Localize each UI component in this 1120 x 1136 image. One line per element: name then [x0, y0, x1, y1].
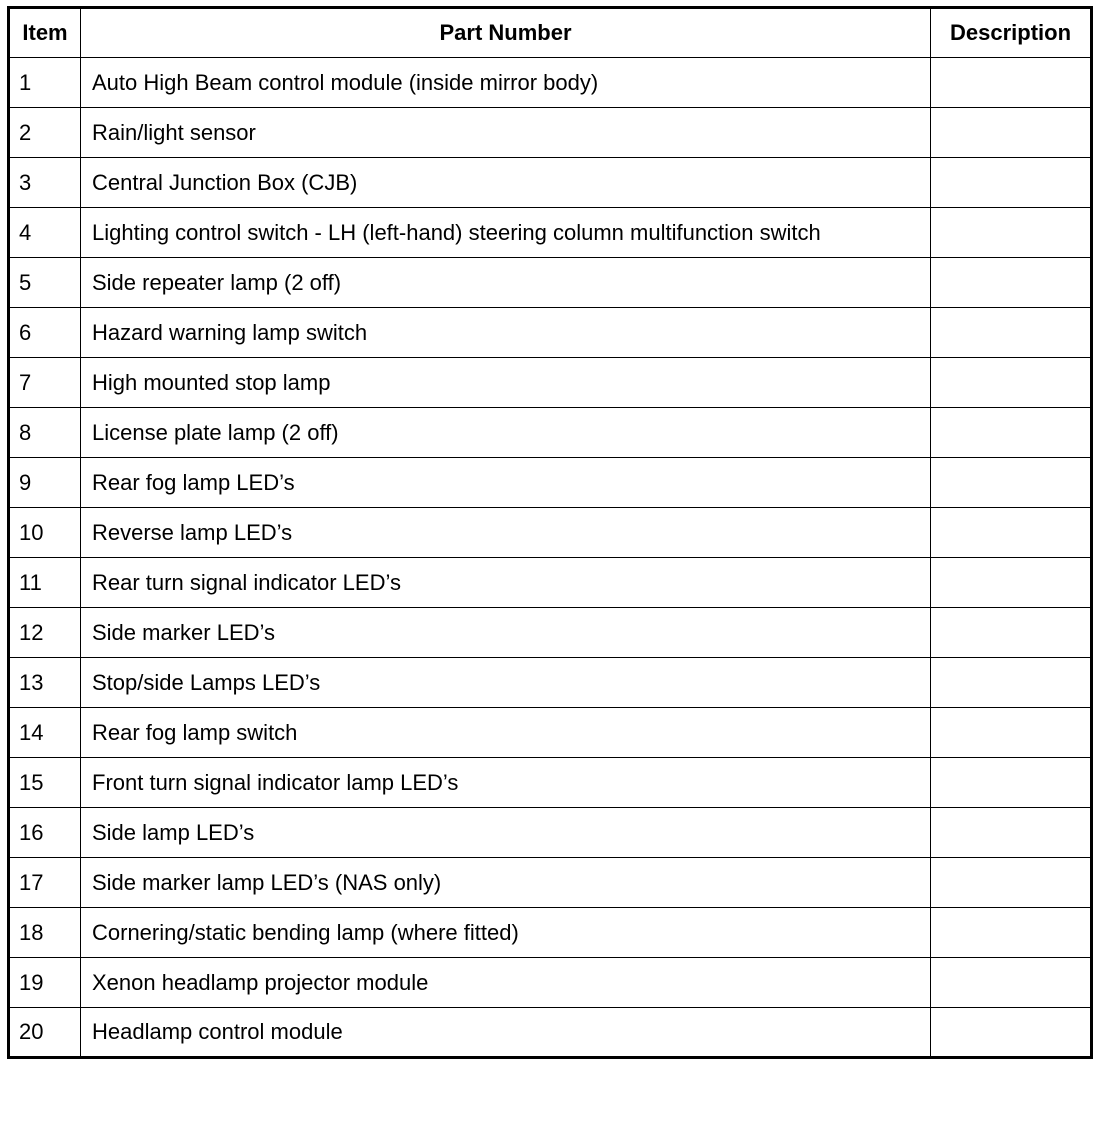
- part-number-cell: License plate lamp (2 off): [81, 408, 931, 458]
- part-number-cell: Side marker LED’s: [81, 608, 931, 658]
- description-cell: [931, 58, 1092, 108]
- part-number-cell: Lighting control switch - LH (left-hand) steering column multifunction switch: [81, 208, 931, 258]
- description-cell: [931, 808, 1092, 858]
- table-row: [9, 808, 1092, 858]
- item-cell: 2: [9, 108, 81, 158]
- table-row: [9, 1008, 1092, 1058]
- part-number-cell: Reverse lamp LED’s: [81, 508, 931, 558]
- part-number-cell: Front turn signal indicator lamp LED’s: [81, 758, 931, 808]
- parts-table: [7, 6, 1093, 1059]
- table-row: [9, 208, 1092, 258]
- item-cell: 4: [9, 208, 81, 258]
- description-cell: [931, 608, 1092, 658]
- table-row: [9, 708, 1092, 758]
- description-cell: [931, 858, 1092, 908]
- table-row: [9, 658, 1092, 708]
- description-cell: [931, 658, 1092, 708]
- description-cell: [931, 108, 1092, 158]
- description-cell: [931, 708, 1092, 758]
- item-cell: 3: [9, 158, 81, 208]
- description-cell: [931, 458, 1092, 508]
- part-number-cell: Headlamp control module: [81, 1008, 931, 1058]
- item-cell: 9: [9, 458, 81, 508]
- description-cell: [931, 258, 1092, 308]
- table-row: [9, 458, 1092, 508]
- part-number-cell: Side repeater lamp (2 off): [81, 258, 931, 308]
- item-cell: 7: [9, 358, 81, 408]
- description-cell: [931, 908, 1092, 958]
- item-cell: 14: [9, 708, 81, 758]
- table-row: [9, 608, 1092, 658]
- item-cell: 20: [9, 1008, 81, 1058]
- item-cell: 15: [9, 758, 81, 808]
- item-cell: 18: [9, 908, 81, 958]
- table-row: [9, 908, 1092, 958]
- item-cell: 12: [9, 608, 81, 658]
- table-row: [9, 58, 1092, 108]
- item-cell: 10: [9, 508, 81, 558]
- description-cell: [931, 958, 1092, 1008]
- part-number-cell: High mounted stop lamp: [81, 358, 931, 408]
- item-cell: 1: [9, 58, 81, 108]
- item-cell: 5: [9, 258, 81, 308]
- part-number-cell: Side marker lamp LED’s (NAS only): [81, 858, 931, 908]
- item-cell: 19: [9, 958, 81, 1008]
- header-part-number: Part Number: [81, 8, 931, 58]
- table-row: [9, 258, 1092, 308]
- item-cell: 6: [9, 308, 81, 358]
- item-cell: 17: [9, 858, 81, 908]
- description-cell: [931, 308, 1092, 358]
- part-number-cell: Hazard warning lamp switch: [81, 308, 931, 358]
- description-cell: [931, 508, 1092, 558]
- table-row: [9, 958, 1092, 1008]
- description-cell: [931, 408, 1092, 458]
- table-body: [9, 58, 1092, 1058]
- description-cell: [931, 358, 1092, 408]
- header-item: Item: [9, 8, 81, 58]
- table-row: [9, 358, 1092, 408]
- item-cell: 11: [9, 558, 81, 608]
- table-row: [9, 758, 1092, 808]
- description-cell: [931, 558, 1092, 608]
- part-number-cell: Rear turn signal indicator LED’s: [81, 558, 931, 608]
- part-number-cell: Rear fog lamp LED’s: [81, 458, 931, 508]
- part-number-cell: Cornering/static bending lamp (where fitted): [81, 908, 931, 958]
- header-row: [9, 8, 1092, 58]
- part-number-cell: Rain/light sensor: [81, 108, 931, 158]
- table-row: [9, 408, 1092, 458]
- description-cell: [931, 208, 1092, 258]
- description-cell: [931, 158, 1092, 208]
- part-number-cell: Central Junction Box (CJB): [81, 158, 931, 208]
- description-cell: [931, 1008, 1092, 1058]
- table-row: [9, 508, 1092, 558]
- table-row: [9, 558, 1092, 608]
- table-row: [9, 108, 1092, 158]
- part-number-cell: Auto High Beam control module (inside mirror body): [81, 58, 931, 108]
- part-number-cell: Xenon headlamp projector module: [81, 958, 931, 1008]
- item-cell: 8: [9, 408, 81, 458]
- item-cell: 13: [9, 658, 81, 708]
- description-cell: [931, 758, 1092, 808]
- table-row: [9, 158, 1092, 208]
- table-row: [9, 858, 1092, 908]
- part-number-cell: Stop/side Lamps LED’s: [81, 658, 931, 708]
- part-number-cell: Side lamp LED’s: [81, 808, 931, 858]
- table-row: [9, 308, 1092, 358]
- header-description: Description: [931, 8, 1092, 58]
- part-number-cell: Rear fog lamp switch: [81, 708, 931, 758]
- item-cell: 16: [9, 808, 81, 858]
